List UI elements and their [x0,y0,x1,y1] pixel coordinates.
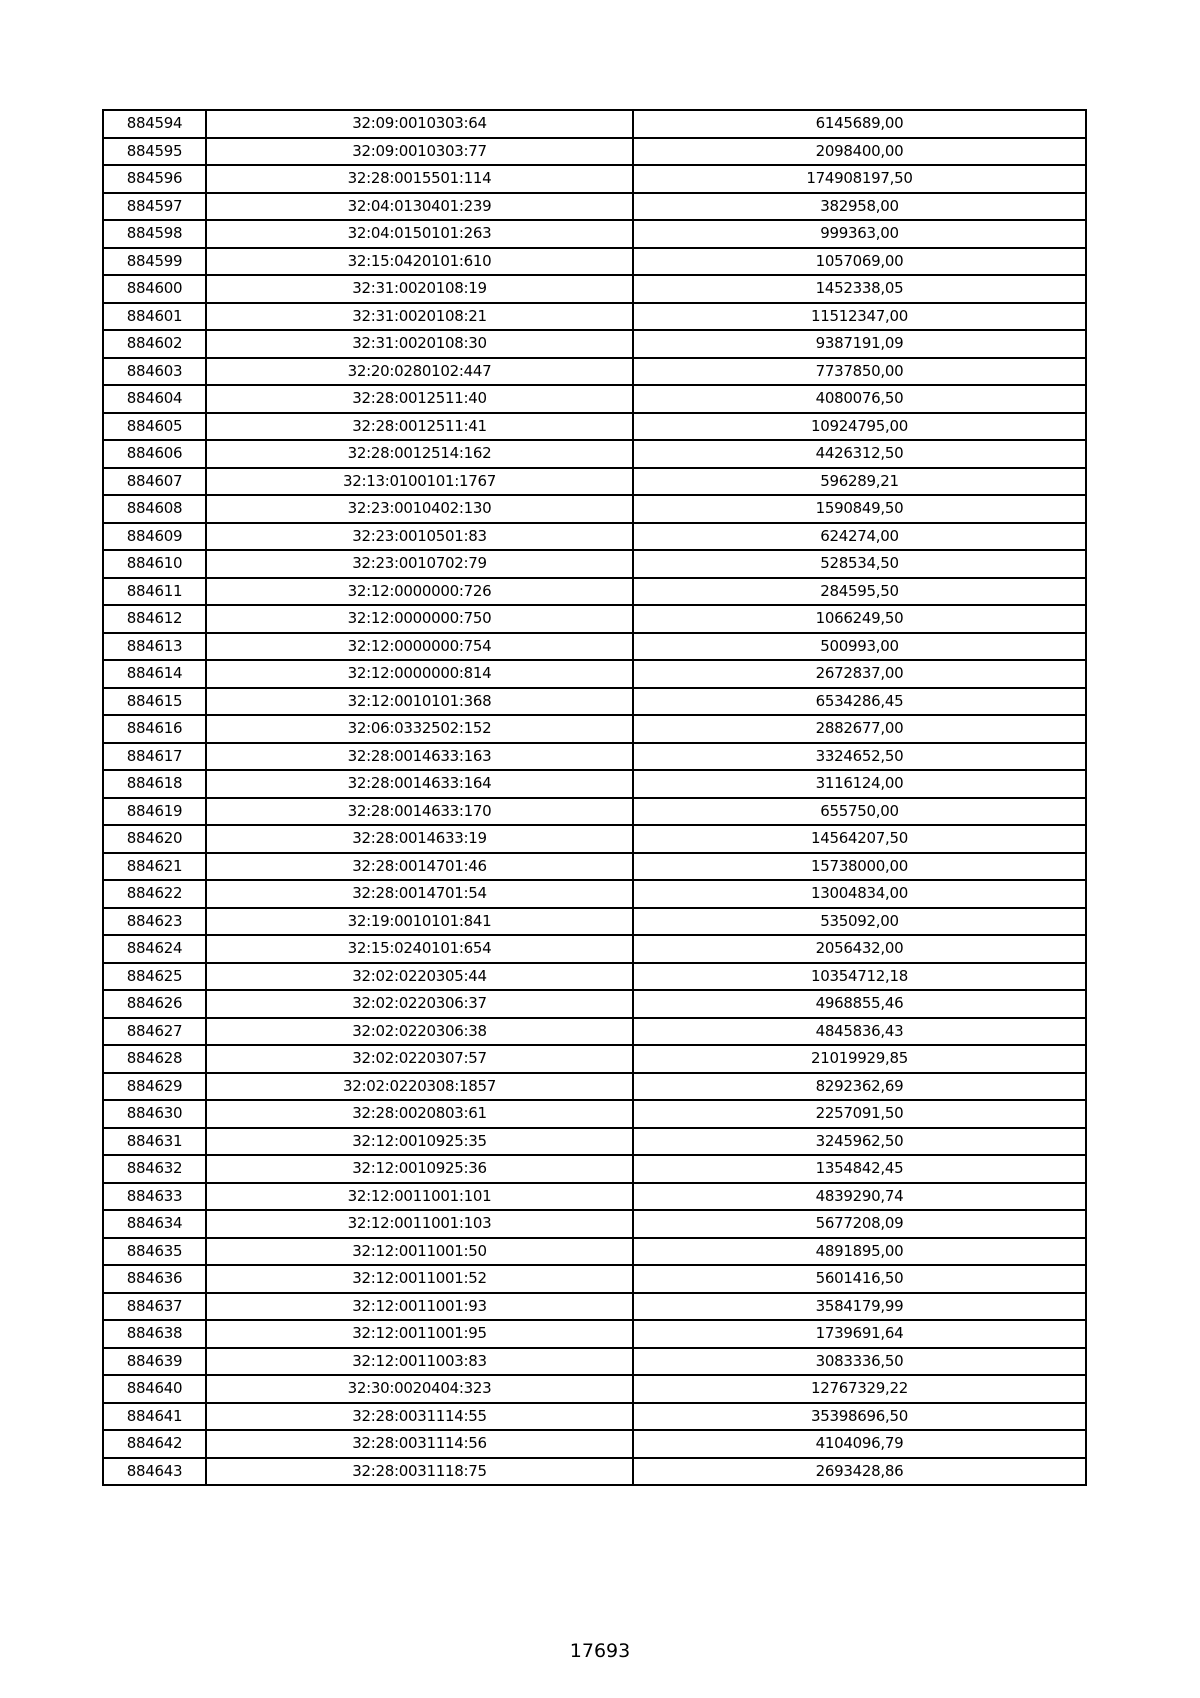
value-cell: 3324652,50 [633,743,1086,771]
cadastral-number-cell: 32:28:0031114:56 [206,1430,633,1458]
table-row [103,908,1086,936]
value-cell: 5677208,09 [633,1210,1086,1238]
table-row [103,1458,1086,1486]
table-row [103,1375,1086,1403]
row-number-cell: 884615 [103,688,206,716]
cadastral-number-cell: 32:12:0011001:50 [206,1238,633,1266]
row-number-cell: 884609 [103,523,206,551]
value-cell: 1452338,05 [633,275,1086,303]
cadastral-number-cell: 32:06:0332502:152 [206,715,633,743]
row-number-cell: 884622 [103,880,206,908]
value-cell: 1590849,50 [633,495,1086,523]
row-number-cell: 884633 [103,1183,206,1211]
row-number-cell: 884602 [103,330,206,358]
value-cell: 21019929,85 [633,1045,1086,1073]
row-number-cell: 884610 [103,550,206,578]
cadastral-number-cell: 32:15:0420101:610 [206,248,633,276]
cadastral-number-cell: 32:28:0014633:164 [206,770,633,798]
table-row [103,385,1086,413]
row-number-cell: 884606 [103,440,206,468]
value-cell: 15738000,00 [633,853,1086,881]
table-row [103,1403,1086,1431]
cadastral-number-cell: 32:12:0000000:754 [206,633,633,661]
table-row [103,523,1086,551]
table-row [103,715,1086,743]
row-number-cell: 884601 [103,303,206,331]
row-number-cell: 884641 [103,1403,206,1431]
cadastral-number-cell: 32:12:0011003:83 [206,1348,633,1376]
table-row [103,468,1086,496]
cadastral-number-cell: 32:28:0031114:55 [206,1403,633,1431]
row-number-cell: 884613 [103,633,206,661]
cadastral-number-cell: 32:04:0150101:263 [206,220,633,248]
table-row [103,1265,1086,1293]
value-cell: 6145689,00 [633,110,1086,138]
table-row [103,1210,1086,1238]
cadastral-number-cell: 32:15:0240101:654 [206,935,633,963]
value-cell: 2693428,86 [633,1458,1086,1486]
row-number-cell: 884620 [103,825,206,853]
value-cell: 2882677,00 [633,715,1086,743]
value-cell: 4839290,74 [633,1183,1086,1211]
value-cell: 5601416,50 [633,1265,1086,1293]
table-row [103,660,1086,688]
row-number-cell: 884632 [103,1155,206,1183]
row-number-cell: 884616 [103,715,206,743]
row-number-cell: 884630 [103,1100,206,1128]
cadastral-number-cell: 32:28:0020803:61 [206,1100,633,1128]
value-cell: 4845836,43 [633,1018,1086,1046]
row-number-cell: 884625 [103,963,206,991]
row-number-cell: 884597 [103,193,206,221]
table-row [103,1155,1086,1183]
row-number-cell: 884634 [103,1210,206,1238]
table-row [103,1430,1086,1458]
cadastral-number-cell: 32:23:0010501:83 [206,523,633,551]
table-row [103,1348,1086,1376]
cadastral-number-cell: 32:12:0011001:101 [206,1183,633,1211]
row-number-cell: 884607 [103,468,206,496]
table-row [103,825,1086,853]
cadastral-number-cell: 32:04:0130401:239 [206,193,633,221]
value-cell: 500993,00 [633,633,1086,661]
value-cell: 2098400,00 [633,138,1086,166]
cadastral-number-cell: 32:31:0020108:30 [206,330,633,358]
row-number-cell: 884624 [103,935,206,963]
row-number-cell: 884642 [103,1430,206,1458]
value-cell: 1057069,00 [633,248,1086,276]
row-number-cell: 884626 [103,990,206,1018]
cadastral-number-cell: 32:02:0220307:57 [206,1045,633,1073]
table-row [103,413,1086,441]
table-row [103,138,1086,166]
row-number-cell: 884603 [103,358,206,386]
row-number-cell: 884612 [103,605,206,633]
cadastral-number-cell: 32:12:0000000:814 [206,660,633,688]
cadastral-number-cell: 32:28:0031118:75 [206,1458,633,1486]
cadastral-number-cell: 32:02:0220306:37 [206,990,633,1018]
table-row [103,1045,1086,1073]
table-row [103,165,1086,193]
cadastral-number-cell: 32:19:0010101:841 [206,908,633,936]
cadastral-number-cell: 32:20:0280102:447 [206,358,633,386]
row-number-cell: 884608 [103,495,206,523]
cadastral-number-cell: 32:12:0010925:35 [206,1128,633,1156]
value-cell: 3584179,99 [633,1293,1086,1321]
table-row [103,990,1086,1018]
table-row [103,605,1086,633]
table-row [103,248,1086,276]
cadastral-number-cell: 32:30:0020404:323 [206,1375,633,1403]
data-table-container [102,109,1085,1486]
value-cell: 8292362,69 [633,1073,1086,1101]
table-row [103,798,1086,826]
value-cell: 4968855,46 [633,990,1086,1018]
table-row [103,963,1086,991]
table-row [103,688,1086,716]
row-number-cell: 884629 [103,1073,206,1101]
cadastral-number-cell: 32:31:0020108:19 [206,275,633,303]
table-row [103,1238,1086,1266]
value-cell: 3245962,50 [633,1128,1086,1156]
cadastral-number-cell: 32:09:0010303:77 [206,138,633,166]
table-row [103,358,1086,386]
row-number-cell: 884631 [103,1128,206,1156]
cadastral-number-cell: 32:23:0010702:79 [206,550,633,578]
value-cell: 4891895,00 [633,1238,1086,1266]
table-row [103,275,1086,303]
row-number-cell: 884596 [103,165,206,193]
table-row [103,1128,1086,1156]
value-cell: 35398696,50 [633,1403,1086,1431]
row-number-cell: 884627 [103,1018,206,1046]
row-number-cell: 884635 [103,1238,206,1266]
value-cell: 14564207,50 [633,825,1086,853]
cadastral-number-cell: 32:12:0011001:95 [206,1320,633,1348]
table-row [103,1183,1086,1211]
table-row [103,578,1086,606]
cadastral-number-cell: 32:12:0000000:726 [206,578,633,606]
table-row [103,1018,1086,1046]
cadastral-number-cell: 32:28:0014633:163 [206,743,633,771]
table-row [103,935,1086,963]
value-cell: 3083336,50 [633,1348,1086,1376]
value-cell: 535092,00 [633,908,1086,936]
table-row [103,193,1086,221]
value-cell: 2257091,50 [633,1100,1086,1128]
row-number-cell: 884637 [103,1293,206,1321]
table-row [103,110,1086,138]
cadastral-number-cell: 32:31:0020108:21 [206,303,633,331]
table-row [103,303,1086,331]
value-cell: 382958,00 [633,193,1086,221]
table-row [103,1100,1086,1128]
row-number-cell: 884618 [103,770,206,798]
value-cell: 10354712,18 [633,963,1086,991]
value-cell: 4080076,50 [633,385,1086,413]
cadastral-number-cell: 32:12:0011001:52 [206,1265,633,1293]
value-cell: 1354842,45 [633,1155,1086,1183]
table-row [103,495,1086,523]
row-number-cell: 884600 [103,275,206,303]
value-cell: 7737850,00 [633,358,1086,386]
row-number-cell: 884643 [103,1458,206,1486]
table-row [103,550,1086,578]
value-cell: 2056432,00 [633,935,1086,963]
cadastral-number-cell: 32:28:0012511:40 [206,385,633,413]
value-cell: 6534286,45 [633,688,1086,716]
cadastral-number-cell: 32:28:0015501:114 [206,165,633,193]
cadastral-number-cell: 32:13:0100101:1767 [206,468,633,496]
table-row [103,440,1086,468]
value-cell: 13004834,00 [633,880,1086,908]
table-row [103,770,1086,798]
row-number-cell: 884628 [103,1045,206,1073]
value-cell: 624274,00 [633,523,1086,551]
cadastral-number-cell: 32:23:0010402:130 [206,495,633,523]
cadastral-number-cell: 32:28:0012514:162 [206,440,633,468]
cadastral-number-cell: 32:28:0014701:54 [206,880,633,908]
cadastral-number-cell: 32:02:0220305:44 [206,963,633,991]
row-number-cell: 884619 [103,798,206,826]
data-table [102,109,1087,1486]
row-number-cell: 884605 [103,413,206,441]
page-number: 17693 [569,1640,631,1662]
cadastral-number-cell: 32:28:0012511:41 [206,413,633,441]
value-cell: 174908197,50 [633,165,1086,193]
row-number-cell: 884639 [103,1348,206,1376]
cadastral-number-cell: 32:28:0014701:46 [206,853,633,881]
value-cell: 1066249,50 [633,605,1086,633]
value-cell: 11512347,00 [633,303,1086,331]
row-number-cell: 884599 [103,248,206,276]
table-row [103,853,1086,881]
row-number-cell: 884636 [103,1265,206,1293]
row-number-cell: 884617 [103,743,206,771]
table-row [103,880,1086,908]
value-cell: 999363,00 [633,220,1086,248]
value-cell: 3116124,00 [633,770,1086,798]
data-table-body [103,110,1086,1485]
table-row [103,1320,1086,1348]
row-number-cell: 884604 [103,385,206,413]
row-number-cell: 884611 [103,578,206,606]
cadastral-number-cell: 32:02:0220306:38 [206,1018,633,1046]
value-cell: 1739691,64 [633,1320,1086,1348]
table-row [103,330,1086,358]
row-number-cell: 884598 [103,220,206,248]
value-cell: 10924795,00 [633,413,1086,441]
cadastral-number-cell: 32:28:0014633:19 [206,825,633,853]
row-number-cell: 884623 [103,908,206,936]
cadastral-number-cell: 32:02:0220308:1857 [206,1073,633,1101]
value-cell: 284595,50 [633,578,1086,606]
cadastral-number-cell: 32:12:0010101:368 [206,688,633,716]
value-cell: 2672837,00 [633,660,1086,688]
row-number-cell: 884638 [103,1320,206,1348]
cadastral-number-cell: 32:12:0010925:36 [206,1155,633,1183]
table-row [103,220,1086,248]
table-row [103,1293,1086,1321]
row-number-cell: 884640 [103,1375,206,1403]
table-row [103,743,1086,771]
value-cell: 655750,00 [633,798,1086,826]
value-cell: 12767329,22 [633,1375,1086,1403]
cadastral-number-cell: 32:12:0000000:750 [206,605,633,633]
value-cell: 596289,21 [633,468,1086,496]
value-cell: 4104096,79 [633,1430,1086,1458]
value-cell: 528534,50 [633,550,1086,578]
cadastral-number-cell: 32:28:0014633:170 [206,798,633,826]
value-cell: 9387191,09 [633,330,1086,358]
cadastral-number-cell: 32:09:0010303:64 [206,110,633,138]
table-row [103,1073,1086,1101]
row-number-cell: 884595 [103,138,206,166]
row-number-cell: 884614 [103,660,206,688]
table-row [103,633,1086,661]
row-number-cell: 884621 [103,853,206,881]
cadastral-number-cell: 32:12:0011001:93 [206,1293,633,1321]
value-cell: 4426312,50 [633,440,1086,468]
cadastral-number-cell: 32:12:0011001:103 [206,1210,633,1238]
row-number-cell: 884594 [103,110,206,138]
